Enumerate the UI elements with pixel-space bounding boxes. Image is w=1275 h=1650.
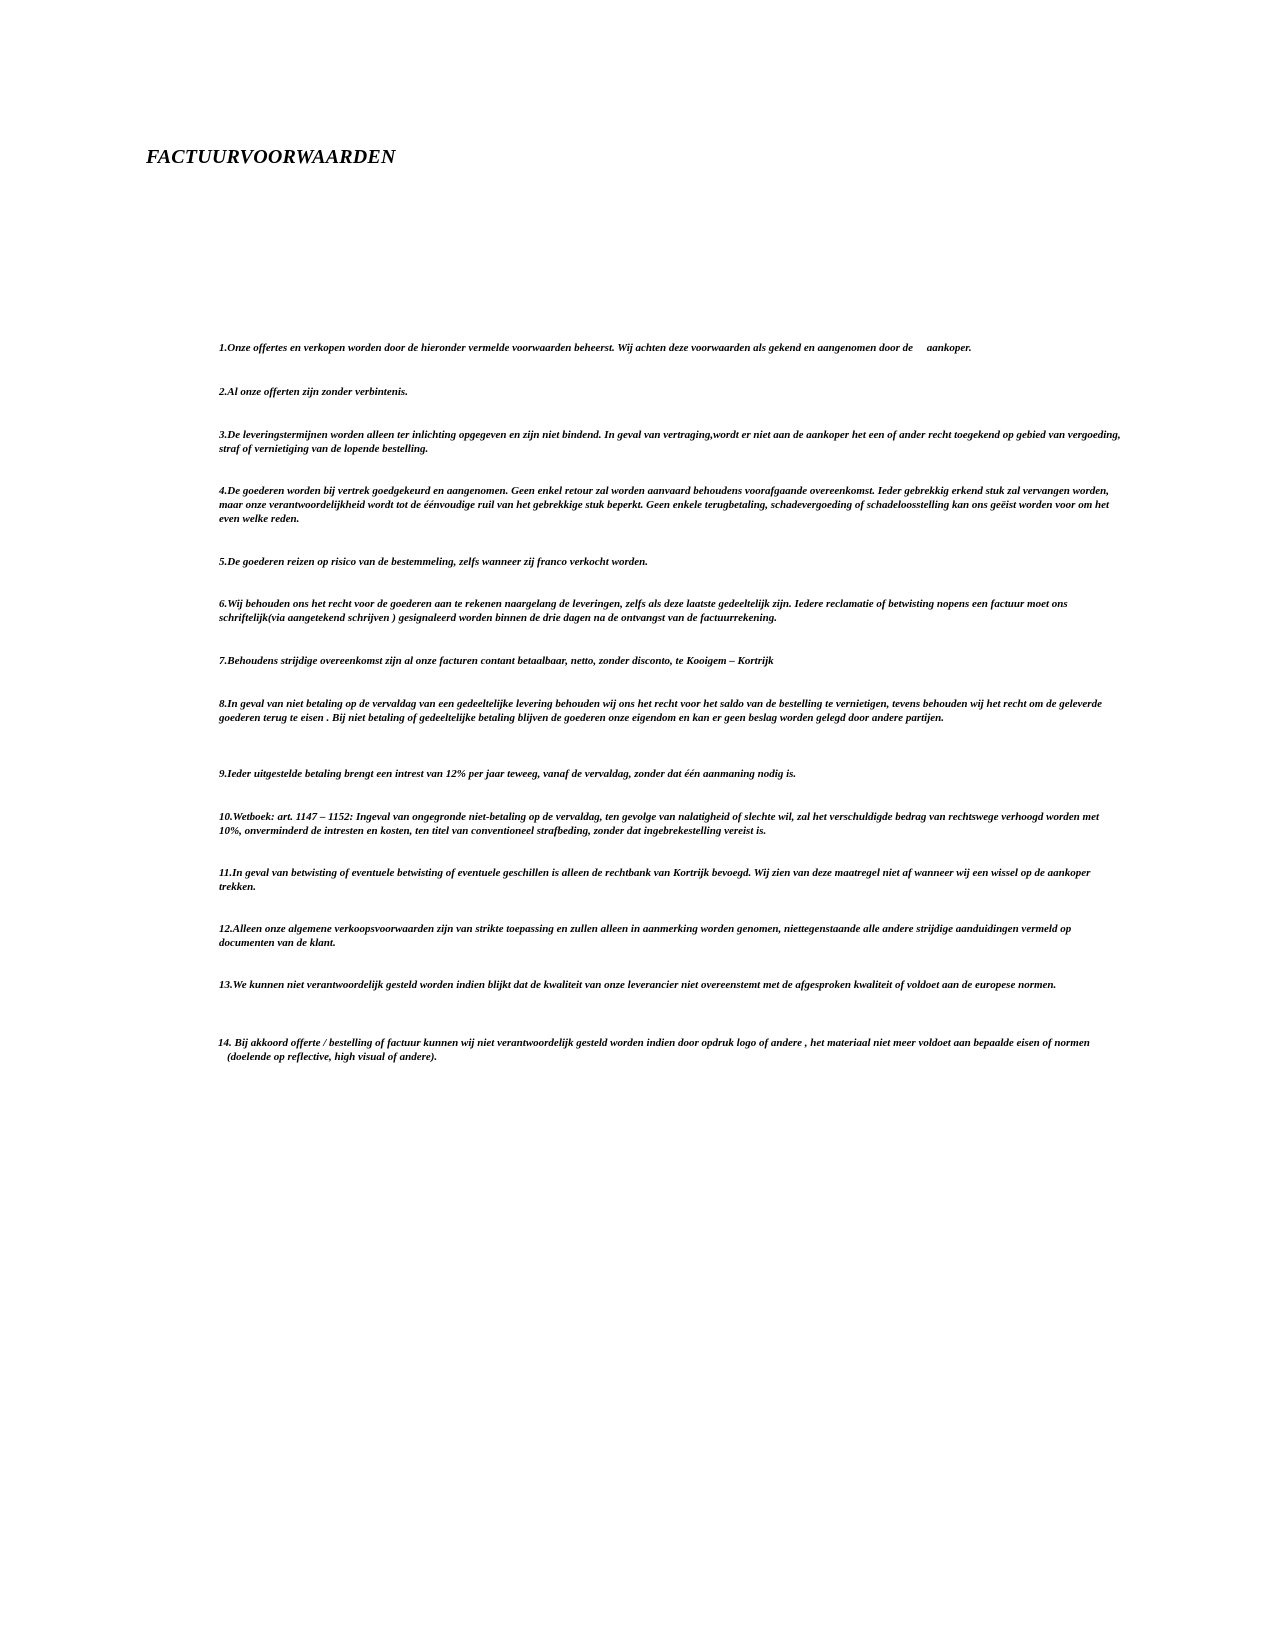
clause-2-text: 2.Al onze offerten zijn zonder verbintenis. xyxy=(219,386,408,398)
clause-8 xyxy=(219,697,1124,725)
clause-14-text: 14. Bij akkoord offerte / bestelling of factuur kunnen wij niet verantwoordelijk gesteld worden indien door opdruk logo of andere , het materiaal niet meer voldoet aan bepaalde eisen of normen (doelende op reflective, high visual of andere). xyxy=(218,1037,1090,1063)
clause-12-text: 12.Alleen onze algemene verkoopsvoorwaarden zijn van strikte toepassing en zullen alleen in aanmerking worden genomen, niettegenstaande alle andere strijdige aanduidingen vermeld op documenten van de klant. xyxy=(219,923,1072,949)
clause-3-text: 3.De leveringstermijnen worden alleen ter inlichting opgegeven en zijn niet bindend. In geval van vertraging,wordt er niet aan de aankoper het een of ander recht toegekend op gebied van vergoeding, straf of vernietiging van de lopende bestelling. xyxy=(219,429,1121,455)
clause-8-text: 8.In geval van niet betaling op de vervaldag van een gedeeltelijke levering behouden wij ons het recht voor het saldo van de bestelling te vernietigen, tevens behouden wij het recht om de geleverde goederen terug te eisen . Bij niet betaling of gedeeltelijke betaling blijven de goederen onze eigendom en kan er geen beslag worden gelegd door andere partijen. xyxy=(219,698,1102,724)
clause-9 xyxy=(219,767,1124,781)
clause-6-text: 6.Wij behouden ons het recht voor de goederen aan te rekenen naargelang de leveringen, zelfs als deze laatste gedeeltelijk zijn. Iedere reclamatie of betwisting nopens een factuur moet ons schriftelijk(via aangetekend schrijven ) gesignaleerd worden binnen de drie dagen na de ontvangst van de factuurrekening. xyxy=(219,598,1068,624)
clause-1-text: 1.Onze offertes en verkopen worden door de hieronder vermelde voorwaarden beheerst. Wij achten deze voorwaarden als gekend en aangenomen door de aankoper. xyxy=(219,342,972,354)
clause-4-text: 4.De goederen worden bij vertrek goedgekeurd en aangenomen. Geen enkel retour zal worden aanvaard behoudens voorafgaande overeenkomst. Ieder gebrekkig erkend stuk zal vervangen worden, maar onze verantwoordelijkheid wordt tot de éénvoudige ruil van het gebrekkige stuk beperkt. Geen enkele terugbetaling, schadevergoeding of schadeloosstelling kan ons geëist worden voor om het even welke reden. xyxy=(219,485,1110,525)
clause-13 xyxy=(219,978,1124,992)
clause-6 xyxy=(219,597,1124,625)
clause-10-text: 10.Wetboek: art. 1147 – 1152: Ingeval van ongegronde niet-betaling op de vervaldag, ten gevolge van nalatigheid of slechte wil, zal het verschuldigde bedrag van rechtswege verhoogd worden met 10%, onverminderd de intresten en kosten, ten titel van conventioneel strafbeding, zonder dat ingebrekestelling vereist is. xyxy=(219,811,1100,837)
clause-4 xyxy=(219,484,1124,526)
clause-1 xyxy=(219,341,1124,355)
clause-12 xyxy=(219,922,1124,950)
clause-3 xyxy=(219,428,1124,456)
clause-11 xyxy=(219,866,1124,894)
clause-11-text: 11.In geval van betwisting of eventuele betwisting of eventuele geschillen is alleen de rechtbank van Kortrijk bevoegd. Wij zien van deze maatregel niet af wanneer wij een wissel op de aankoper trekken. xyxy=(219,867,1091,893)
clause-9-text: 9.Ieder uitgestelde betaling brengt een intrest van 12% per jaar teweeg, vanaf de vervaldag, zonder dat één aanmaning nodig is. xyxy=(219,768,797,780)
clause-5-text: 5.De goederen reizen op risico van de bestemmeling, zelfs wanneer zij franco verkocht worden. xyxy=(219,556,648,568)
clause-13-text: 13.We kunnen niet verantwoordelijk gesteld worden indien blijkt dat de kwaliteit van onze leverancier niet overeenstemt met de afgesproken kwaliteit of voldoet aan de europese normen. xyxy=(219,979,1057,991)
page-title: FACTUURVOORWAARDEN xyxy=(146,146,396,168)
clause-10 xyxy=(219,810,1124,838)
clause-7-text: 7.Behoudens strijdige overeenkomst zijn al onze facturen contant betaalbaar, netto, zonder disconto, te Kooigem – Kortrijk xyxy=(219,655,774,667)
clause-7 xyxy=(219,654,1124,668)
clause-14 xyxy=(218,1036,1123,1064)
clause-5 xyxy=(219,555,1124,569)
clause-2 xyxy=(219,385,1124,399)
